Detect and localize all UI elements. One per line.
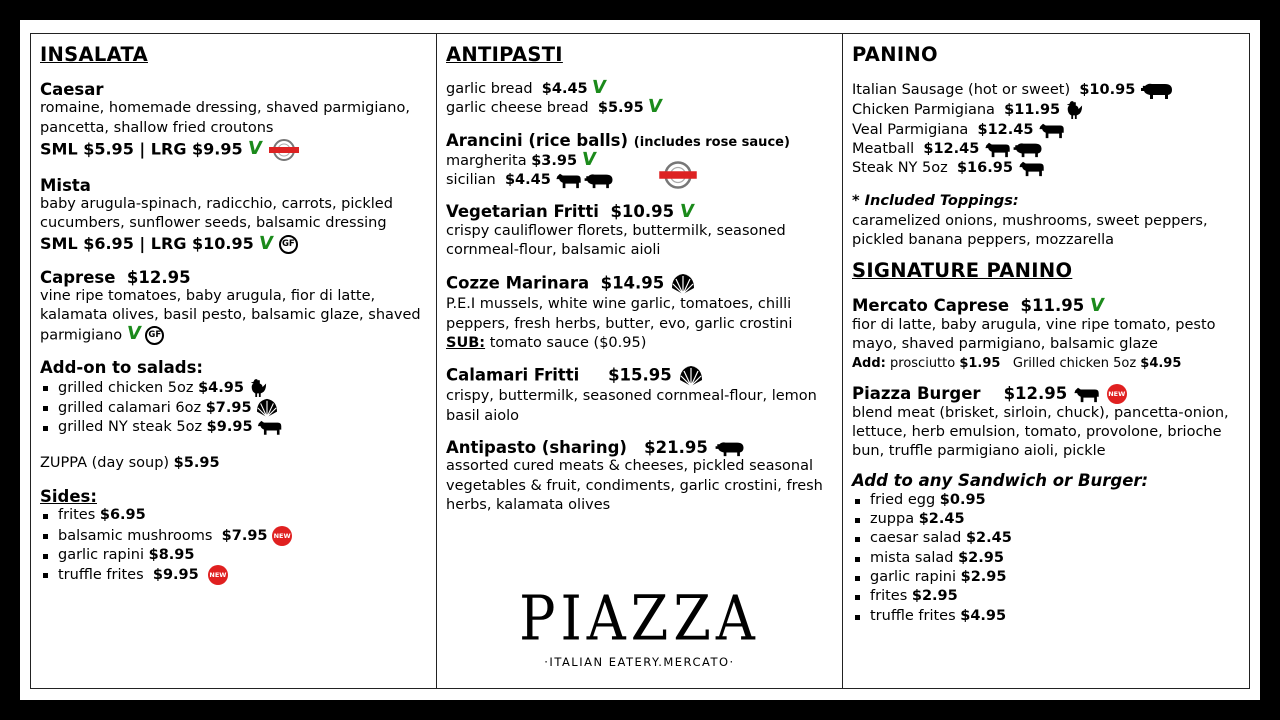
list-item — [852, 491, 1240, 510]
mercato-caprese-add-line — [852, 354, 1240, 373]
add-item-price: $4.95 — [1140, 356, 1182, 372]
list-item — [852, 587, 1240, 606]
caesar-desc: romaine, homemade dressing, shaved parmigiano, pancetta, shallow fried croutons — [40, 100, 410, 136]
pig-icon — [1012, 140, 1044, 158]
gluten-free-icon: GF — [145, 326, 164, 345]
burger-title: Piazza Burger — [852, 383, 981, 403]
toppings-desc: caramelized onions, mushrooms, sweet peppers, pickled banana peppers, mozzarella — [852, 212, 1208, 249]
pig-icon — [1140, 80, 1174, 100]
calamari-title-line — [446, 365, 833, 387]
vegetarian-icon: V — [646, 96, 664, 118]
item-name: caesar salad — [870, 530, 962, 547]
caprese-price: $12.95 — [126, 267, 191, 287]
burger-title-line — [852, 384, 1240, 404]
cozze-desc-line — [446, 295, 833, 353]
cozze-sub-text: tomato sauce ($0.95) — [489, 334, 647, 351]
menu-frame — [30, 33, 1250, 689]
vegetarian-icon: V — [580, 148, 598, 170]
mista-price-line — [40, 234, 427, 254]
best-seller-badge-icon — [656, 160, 700, 190]
veg-fritti-title-line — [446, 202, 833, 221]
list-item — [40, 565, 427, 585]
item-price: $2.45 — [965, 530, 1012, 547]
column-insalata — [31, 34, 437, 688]
chicken-icon — [249, 378, 267, 398]
caesar-price-line — [40, 138, 427, 162]
item-name: Italian Sausage (hot or sweet) — [852, 82, 1071, 98]
mista-price: SML $6.95 | LRG $10.95 — [40, 233, 254, 253]
cozze-desc: P.E.I mussels, white wine garlic, tomatoes, chilli peppers, fresh herbs, butter, evo, garlic crostini — [446, 296, 793, 332]
item-price: $4.95 — [960, 607, 1007, 624]
shell-icon — [678, 365, 704, 387]
list-item — [852, 529, 1240, 548]
piazza-logo — [437, 582, 842, 672]
item-price: $7.95 — [205, 400, 252, 417]
list-item — [40, 418, 427, 437]
cow-icon — [1038, 121, 1066, 139]
sides-title: Sides: — [40, 486, 97, 506]
list-item — [852, 80, 1240, 100]
add-item-name: Grilled chicken 5oz — [1012, 356, 1137, 372]
logo-tagline: ·ITALIAN EATERY.MERCATO· — [544, 655, 735, 669]
antipasto-desc: assorted cured meats & cheeses, pickled seasonal vegetables & fruit, condiments, garlic crostini, fresh herbs, kalamata olives — [446, 458, 823, 513]
item-price: $3.95 — [531, 152, 578, 169]
new-badge-icon: NEW — [208, 565, 228, 585]
toppings-title: * Included Toppings: — [852, 193, 1019, 210]
arancini-items — [446, 148, 833, 191]
list-item — [446, 171, 833, 190]
vegetarian-icon: V — [1088, 295, 1106, 317]
column-antipasti — [437, 34, 843, 688]
item-price: $10.95 — [1079, 82, 1136, 98]
item-price: $8.95 — [148, 546, 195, 563]
item-name: Steak NY 5oz — [852, 160, 948, 177]
item-name: grilled chicken 5oz — [58, 379, 194, 396]
mercato-caprese-desc: fior di latte, baby arugula, vine ripe tomato, pesto mayo, shaved parmigiano, balsamic glaze — [852, 316, 1216, 352]
burger-price: $12.95 — [1003, 383, 1068, 403]
item-price: $2.95 — [958, 549, 1004, 566]
item-name: Meatball — [852, 140, 915, 157]
item-price: $2.45 — [918, 511, 965, 528]
panino-heading: PANINO — [852, 43, 938, 66]
cozze-title-line — [446, 273, 833, 295]
item-price: $2.95 — [911, 588, 958, 605]
item-name: frites — [58, 507, 96, 524]
cow-icon — [555, 171, 583, 189]
item-name: frites — [870, 588, 908, 605]
cow-icon — [984, 140, 1012, 158]
list-item — [40, 398, 427, 418]
item-name: garlic rapini — [870, 568, 956, 585]
item-name: balsamic mushrooms — [58, 527, 213, 544]
vegetarian-icon: V — [590, 77, 608, 98]
list-item — [852, 510, 1240, 529]
item-price: $4.95 — [198, 379, 244, 396]
item-price: $2.95 — [960, 568, 1007, 585]
item-price: $11.95 — [1004, 102, 1061, 119]
mercato-caprese-price: $11.95 — [1020, 296, 1085, 316]
antipasti-heading: ANTIPASTI — [446, 43, 563, 66]
item-price: $12.45 — [977, 121, 1034, 138]
signature-heading: SIGNATURE PANINO — [852, 259, 1073, 283]
list-item — [852, 549, 1240, 568]
new-badge-icon: NEW — [1107, 384, 1127, 404]
cow-icon — [1073, 385, 1101, 403]
sandwich-addons-list — [852, 491, 1240, 626]
item-name: sicilian — [446, 172, 496, 189]
item-name: truffle frites — [870, 607, 956, 624]
mercato-caprese-title: Mercato Caprese — [852, 296, 1010, 316]
insalata-heading: INSALATA — [40, 43, 148, 66]
item-name: Veal Parmigiana — [852, 121, 969, 138]
addon-title: Add-on to salads: — [40, 358, 204, 378]
item-name: mista salad — [870, 549, 954, 566]
burger-desc: blend meat (brisket, sirloin, chuck), pancetta-onion, lettuce, herb emulsion, tomato, provolone, brioche bun, truffle parmigiano aioli, pickle — [852, 404, 1229, 460]
caprese-desc: vine ripe tomatoes, baby arugula, fior di latte, kalamata olives, basil pesto, balsamic glaze, shaved parmigiano — [40, 288, 421, 344]
vegetarian-icon: V — [678, 201, 696, 223]
mista-desc: baby arugula-spinach, radicchio, carrots, pickled cucumbers, sunflower seeds, balsamic dressing — [40, 196, 393, 232]
pig-icon — [714, 439, 746, 457]
caesar-price: SML $5.95 | LRG $9.95 — [40, 139, 243, 159]
caesar-title: Caesar — [40, 80, 104, 99]
logo-wordmark: PIAZZA — [519, 582, 760, 655]
item-price: $4.45 — [541, 81, 588, 97]
cozze-sub-label: SUB: — [446, 334, 486, 351]
item-name: truffle frites — [58, 567, 144, 584]
item-name: grilled calamari 6oz — [58, 400, 202, 417]
item-price: $16.95 — [956, 160, 1013, 177]
list-item — [40, 526, 427, 546]
list-item — [40, 506, 427, 525]
sandwich-addons-title: Add to any Sandwich or Burger: — [852, 471, 1149, 491]
vegetarian-icon: V — [125, 323, 143, 345]
item-price: $9.95 — [152, 567, 199, 584]
addon-list — [40, 378, 427, 438]
cow-icon — [257, 418, 283, 436]
item-name: grilled NY steak 5oz — [58, 419, 203, 436]
item-price: $0.95 — [939, 491, 986, 508]
menu-board — [20, 20, 1260, 700]
item-price: $7.95 — [221, 527, 268, 544]
item-name: margherita — [446, 152, 527, 169]
list-item — [852, 140, 1240, 159]
vegetarian-icon: V — [246, 138, 264, 160]
gluten-free-icon: GF — [279, 235, 298, 254]
zuppa-name: ZUPPA (day soup) — [40, 454, 170, 471]
antipasto-title: Antipasto (sharing) — [446, 437, 627, 457]
best-seller-badge-icon — [268, 138, 300, 162]
mista-title: Mista — [40, 175, 91, 195]
antipasto-title-line — [446, 438, 833, 458]
add-item-name: prosciutto — [890, 356, 956, 372]
list-item — [852, 607, 1240, 626]
calamari-title: Calamari Fritti — [446, 365, 580, 385]
item-name: zuppa — [870, 511, 915, 528]
shell-icon — [256, 398, 278, 418]
item-name: Chicken Parmigiana — [852, 102, 995, 119]
zuppa-price: $5.95 — [173, 454, 220, 471]
cow-icon — [1018, 159, 1046, 177]
item-name: fried egg — [870, 491, 936, 508]
add-label: Add: — [852, 356, 886, 372]
item-name: garlic rapini — [58, 546, 144, 563]
cozze-price: $14.95 — [600, 273, 665, 293]
item-name: garlic bread — [446, 81, 533, 97]
list-item — [852, 568, 1240, 587]
list-item — [852, 159, 1240, 178]
caprese-title-line — [40, 268, 427, 287]
item-price: $5.95 — [597, 100, 644, 117]
item-name: garlic cheese bread — [446, 100, 589, 117]
arancini-title: Arancini (rice balls) — [446, 130, 629, 150]
item-price: $9.95 — [206, 419, 253, 436]
item-price: $12.45 — [923, 140, 980, 157]
list-item — [852, 121, 1240, 140]
item-price: $6.95 — [99, 507, 146, 524]
arancini-note: (includes rose sauce) — [633, 134, 790, 150]
new-badge-icon: NEW — [272, 526, 292, 546]
chicken-icon — [1065, 100, 1083, 120]
list-item — [40, 546, 427, 565]
calamari-price: $15.95 — [608, 365, 672, 385]
vegetarian-icon: V — [257, 232, 275, 254]
list-item — [40, 378, 427, 398]
shell-icon — [670, 273, 696, 295]
list-item — [852, 100, 1240, 120]
bread-line — [446, 96, 833, 118]
list-item — [446, 148, 833, 171]
cozze-title: Cozze Marinara — [446, 273, 590, 293]
pig-icon — [583, 171, 615, 189]
antipasto-price: $21.95 — [644, 437, 708, 457]
veg-fritti-desc: crispy cauliflower florets, buttermilk, seasoned cornmeal-flour, balsamic aioli — [446, 222, 786, 259]
veg-fritti-price: $10.95 — [610, 202, 675, 222]
bread-line — [446, 77, 833, 99]
calamari-desc: crispy, buttermilk, seasoned cornmeal-flour, lemon basil aiolo — [446, 388, 817, 424]
veg-fritti-title: Vegetarian Fritti — [446, 202, 599, 222]
column-panino — [843, 34, 1249, 688]
add-item-price: $1.95 — [959, 356, 1001, 372]
caprese-title: Caprese — [40, 267, 116, 287]
item-price: $4.45 — [504, 172, 551, 189]
zuppa-line — [40, 454, 427, 473]
sides-list — [40, 506, 427, 585]
arancini-title-line — [446, 131, 833, 152]
mercato-caprese-title-line — [852, 296, 1240, 315]
caprese-desc-line — [40, 287, 427, 345]
